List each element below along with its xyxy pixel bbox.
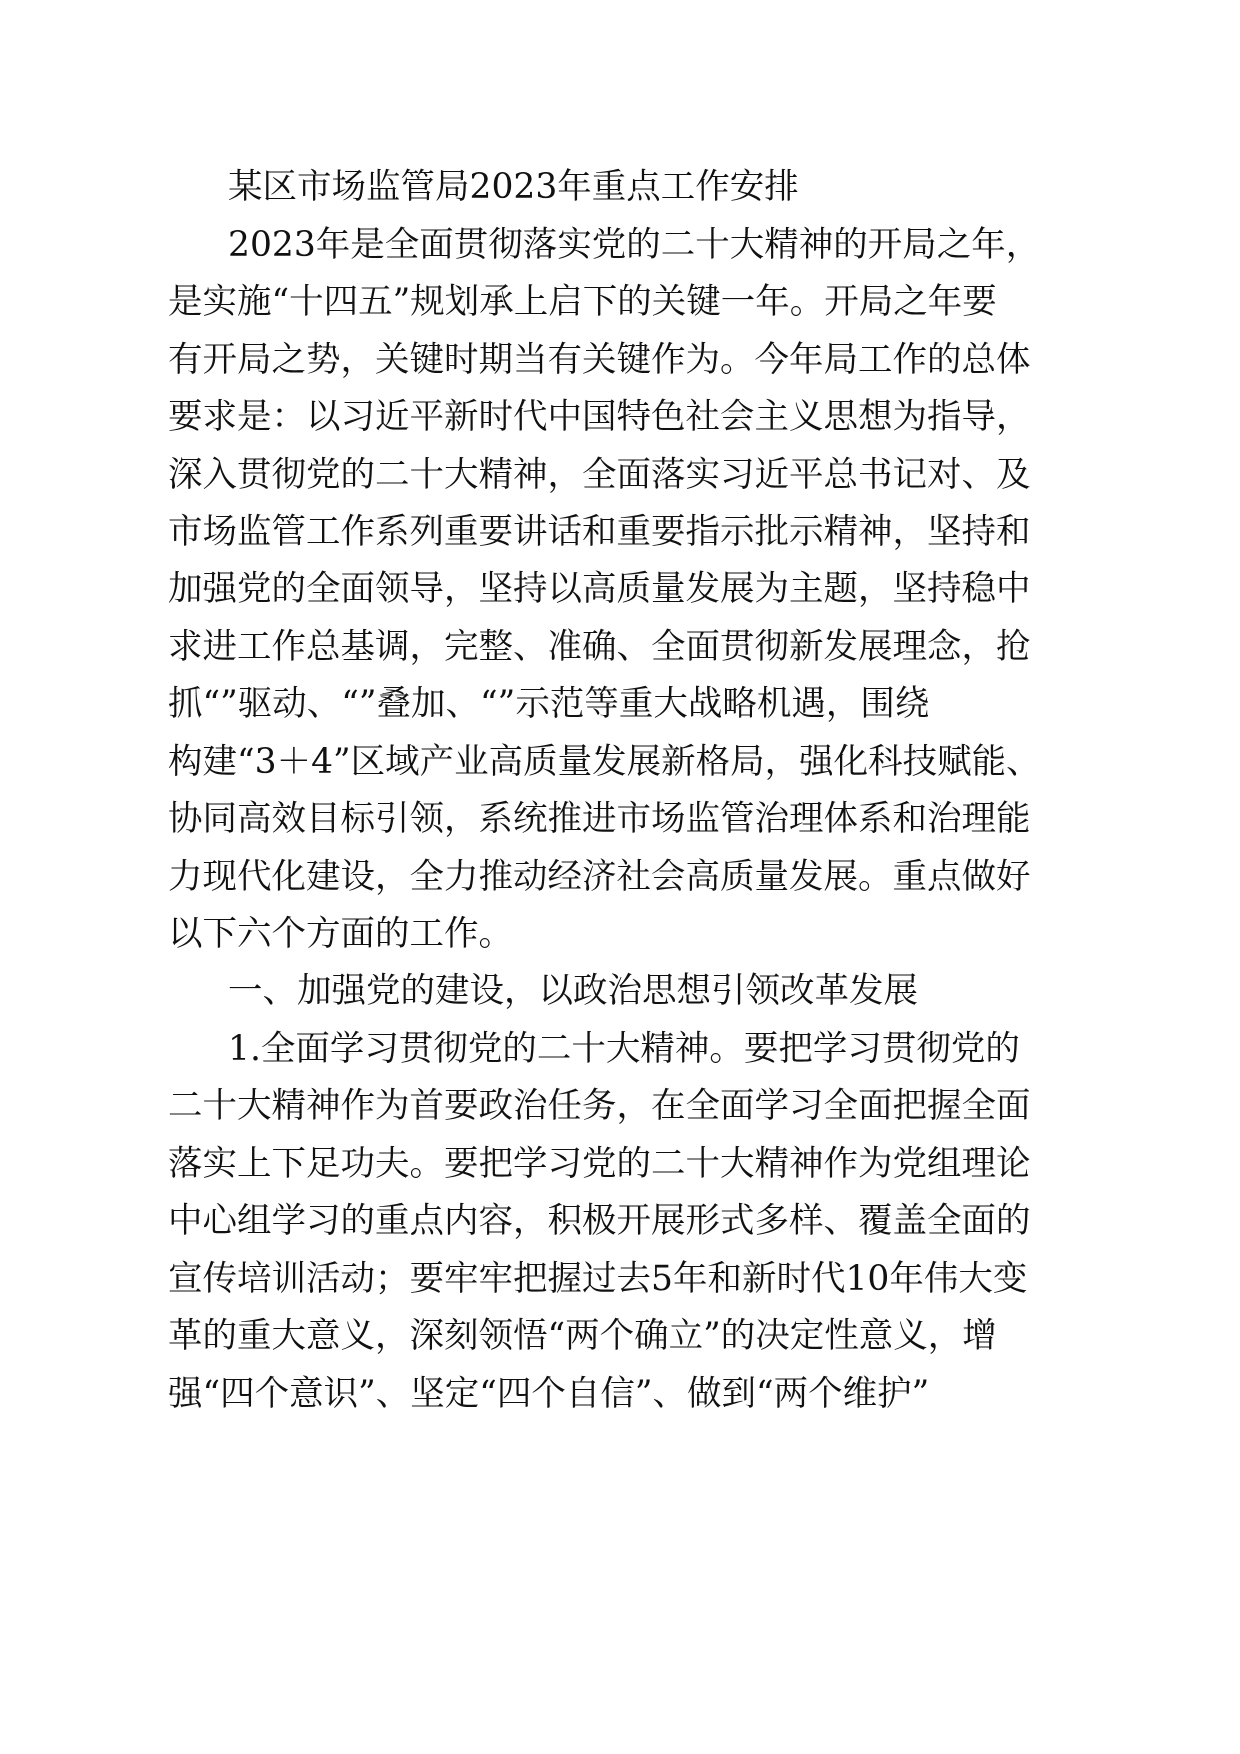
body-line: 是实施“十四五”规划承上启下的关键一年。开局之年要 bbox=[168, 282, 997, 322]
body-line: 宣传培训活动；要牢牢把握过去5年和新时代10年伟大变 bbox=[168, 1259, 1028, 1299]
body-line: 1.全面学习贯彻党的二十大精神。要把学习贯彻党的 bbox=[228, 1029, 1020, 1069]
body-line: 加强党的全面领导，坚持以高质量发展为主题，坚持稳中 bbox=[168, 569, 1031, 609]
section-heading: 一、加强党的建设，以政治思想引领改革发展 bbox=[228, 971, 918, 1011]
document-title: 某区市场监管局2023年重点工作安排 bbox=[228, 167, 799, 207]
body-line: 力现代化建设，全力推动经济社会高质量发展。重点做好 bbox=[168, 857, 1031, 897]
body-line: 市场监管工作系列重要讲话和重要指示批示精神，坚持和 bbox=[168, 512, 1031, 552]
body-line: 深入贯彻党的二十大精神，全面落实习近平总书记对、及 bbox=[168, 455, 1031, 495]
body-line: 二十大精神作为首要政治任务，在全面学习全面把握全面 bbox=[168, 1086, 1031, 1126]
body-line: 抓“”驱动、“”叠加、“”示范等重大战略机遇，围绕 bbox=[168, 684, 930, 724]
body-line: 革的重大意义，深刻领悟“两个确立”的决定性意义，增 bbox=[168, 1316, 997, 1356]
body-line: 中心组学习的重点内容，积极开展形式多样、覆盖全面的 bbox=[168, 1201, 1031, 1241]
body-line: 构建“3＋4”区域产业高质量发展新格局，强化科技赋能、 bbox=[168, 742, 1041, 782]
body-line: 有开局之势，关键时期当有关键作为。今年局工作的总体 bbox=[168, 340, 1031, 380]
body-line: 以下六个方面的工作。 bbox=[168, 914, 513, 954]
body-line: 2023年是全面贯彻落实党的二十大精神的开局之年， bbox=[228, 225, 1041, 265]
body-line: 协同高效目标引领，系统推进市场监管治理体系和治理能 bbox=[168, 799, 1031, 839]
body-line: 求进工作总基调，完整、准确、全面贯彻新发展理念，抢 bbox=[168, 627, 1031, 667]
body-line: 要求是：以习近平新时代中国特色社会主义思想为指导， bbox=[168, 397, 1031, 437]
body-line: 强“四个意识”、坚定“四个自信”、做到“两个维护” bbox=[168, 1374, 930, 1414]
body-line: 落实上下足功夫。要把学习党的二十大精神作为党组理论 bbox=[168, 1144, 1031, 1184]
